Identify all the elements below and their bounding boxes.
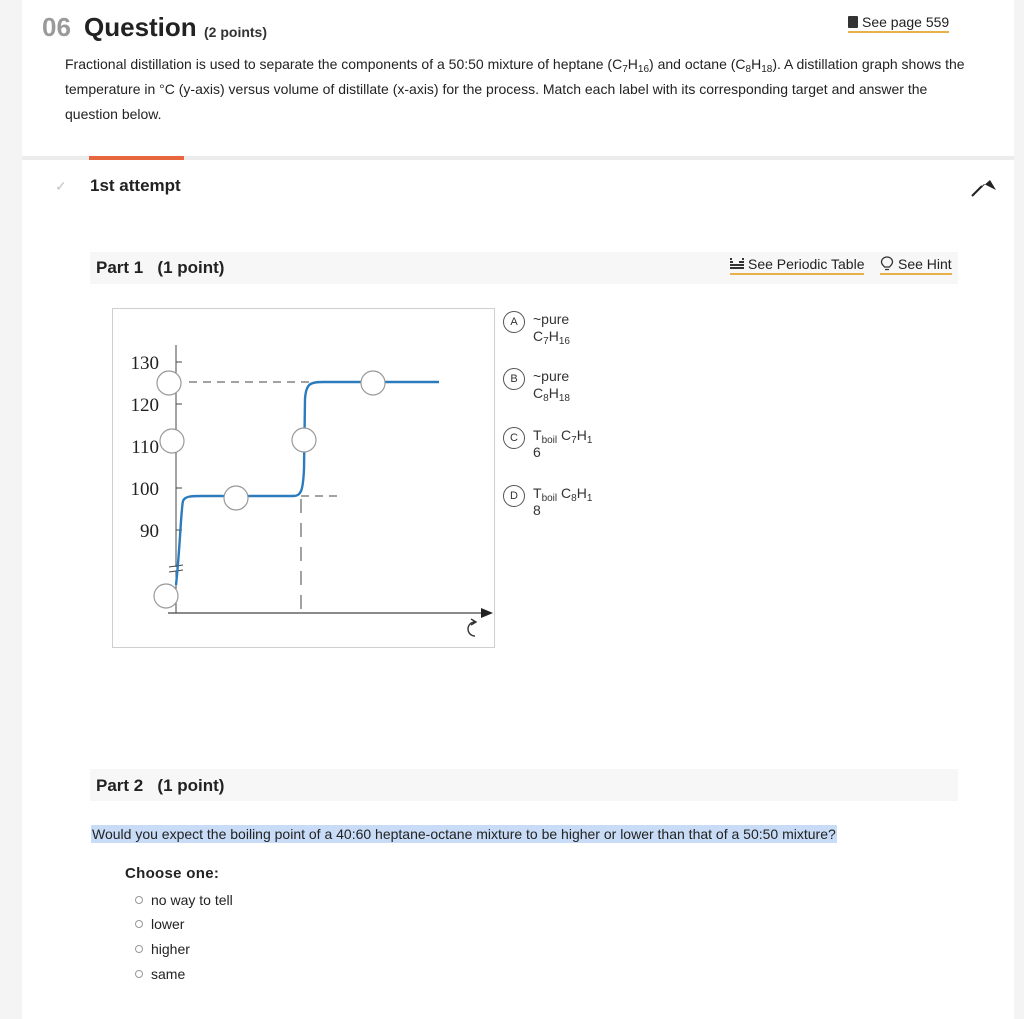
book-icon — [848, 16, 858, 28]
drop-target[interactable] — [361, 371, 385, 395]
see-periodic-table-link[interactable] — [730, 256, 864, 275]
drop-target[interactable] — [224, 486, 248, 510]
attempt-tab-indicator — [89, 156, 184, 160]
label-letter-badge: C — [503, 427, 525, 449]
option-same[interactable]: same — [135, 966, 185, 982]
question-text: Fractional distillation is used to separate the components of a 50:50 mixture of heptane $(C_7H_{16})$ and octane $(C_8H_{18})$. A distillation graph shows the temperature in °C (y-axis) versus volume of distillate (x-axis) for the process. Match each label with its corresponding target and answer the question below. — [65, 56, 965, 122]
pin-icon[interactable] — [968, 172, 1000, 200]
chevron-down-icon[interactable]: ✓ — [55, 178, 67, 194]
y-tick-label: 90 — [140, 521, 159, 542]
see-hint-label: See Hint — [898, 256, 952, 272]
see-hint-link[interactable] — [880, 256, 952, 275]
drag-label-a[interactable]: A ~pure $C_7H_{16}$ — [503, 311, 570, 345]
label-letter-badge: A — [503, 311, 525, 333]
option-higher[interactable]: higher — [135, 941, 190, 957]
drag-label-b[interactable]: B ~pure $C_8H_{18}$ — [503, 368, 570, 402]
question-points: (2 points) — [204, 24, 267, 40]
part1-label: Part 1 (1 point) — [96, 258, 225, 277]
drop-target[interactable] — [160, 429, 184, 453]
periodic-table-icon — [730, 258, 744, 270]
x-axis-arrow-icon — [481, 608, 493, 618]
part2-question: Would you expect the boiling point of a 40:60 heptane-octane mixture to be higher or lower than that of a 50:50 mixture? — [92, 826, 836, 842]
see-periodic-table-label: See Periodic Table — [748, 256, 865, 272]
drop-target[interactable] — [157, 371, 181, 395]
drag-label-c[interactable]: C $T_{boil}$ $C_7H_1$ 6 — [503, 427, 592, 461]
distillation-curve — [176, 382, 439, 585]
see-page-link[interactable] — [848, 14, 949, 33]
drop-target[interactable] — [154, 584, 178, 608]
lightbulb-icon — [880, 256, 894, 272]
distillation-graph-svg — [113, 309, 494, 647]
option-lower[interactable]: lower — [135, 916, 184, 932]
choose-one-label: Choose one: — [125, 865, 220, 882]
see-page-label: See page 559 — [862, 14, 950, 30]
radio-button[interactable] — [135, 896, 143, 904]
distillation-graph — [112, 308, 495, 648]
radio-button[interactable] — [135, 920, 143, 928]
attempt-label[interactable]: 1st attempt — [90, 176, 181, 195]
drop-target[interactable] — [292, 428, 316, 452]
reset-icon[interactable] — [468, 619, 476, 636]
y-tick-label: 120 — [130, 395, 159, 416]
radio-button[interactable] — [135, 970, 143, 978]
drag-label-d[interactable]: D $T_{boil}$ $C_8H_1$ 8 — [503, 485, 592, 519]
label-letter-badge: D — [503, 485, 525, 507]
part2-label: Part 2 (1 point) — [96, 776, 225, 795]
question-number: 06 — [42, 12, 71, 42]
y-tick-label: 130 — [130, 353, 159, 374]
y-tick-label: 100 — [130, 479, 159, 500]
radio-button[interactable] — [135, 945, 143, 953]
label-letter-badge: B — [503, 368, 525, 390]
y-tick-label: 110 — [131, 437, 159, 458]
option-no-way-to-tell[interactable]: no way to tell — [135, 892, 233, 908]
question-title: Question — [84, 12, 197, 42]
